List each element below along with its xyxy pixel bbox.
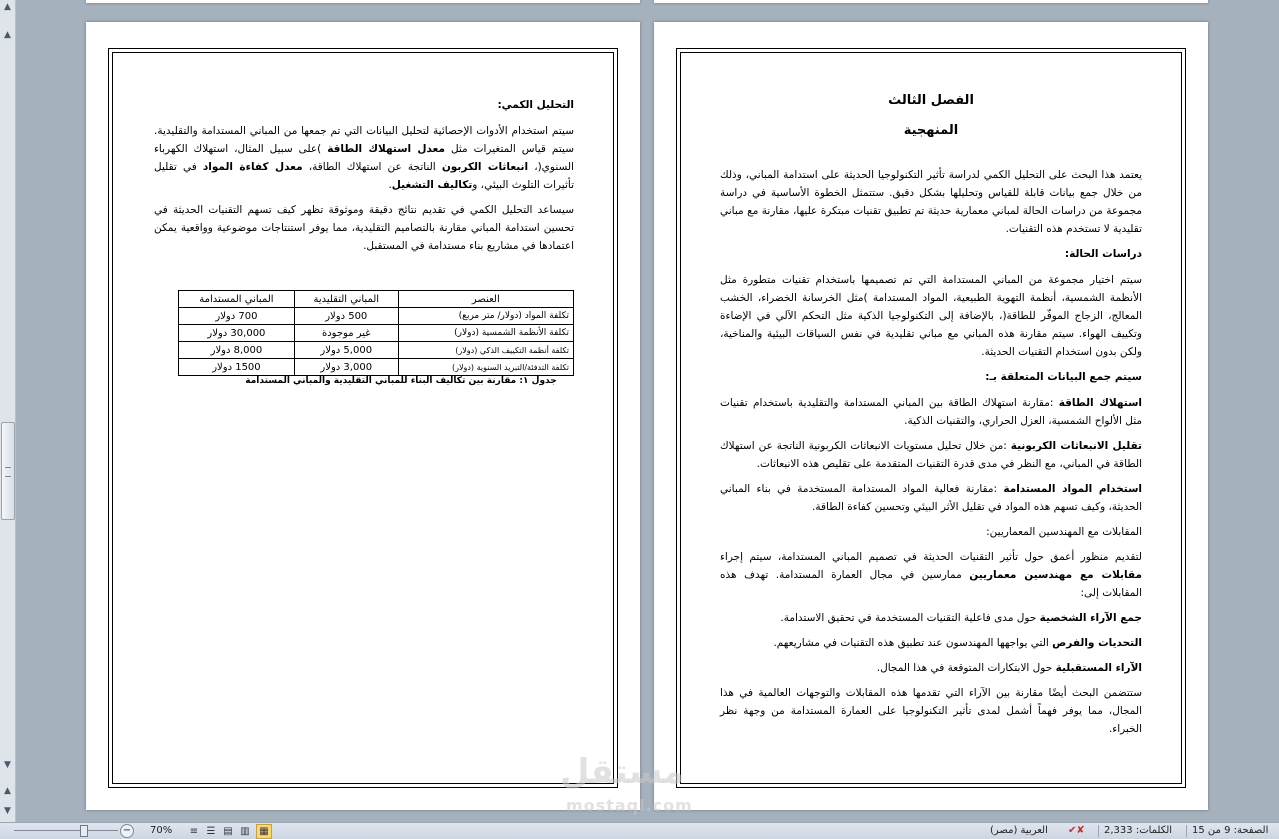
table-header: المباني المستدامة (179, 291, 295, 308)
draft-view-icon[interactable]: ≡ (189, 826, 199, 837)
table-header-row (179, 291, 574, 308)
section-heading: سيتم جمع البيانات المتعلقة بـ: (985, 371, 1142, 383)
watermark-logo: مستقل (560, 752, 685, 792)
table-row (179, 325, 574, 342)
table-cell: 3,000 دولار (294, 359, 398, 376)
section-heading: دراسات الحالة: (1064, 248, 1142, 260)
paragraph: لتقديم منظور أعمق حول تأثير التقنيات الحديثة في تصميم المباني المستدامة، سيتم إجراء مقابلات مع مهندسين معماريين ممارسين في مجال العمارة المستدامة. تهدف هذه المقابلات إلى: (720, 551, 1142, 599)
table-caption: جدول ١: مقارنة بين تكاليف البناء للمباني التقليدية والمباني المستدامة (245, 376, 557, 386)
table-cell: تكلفة التدفئة/التبريد السنوية (دولار) (398, 359, 573, 376)
list-item: جمع الآراء الشخصية حول مدى فاعلية التقنيات المستخدمة في تحقيق الاستدامة. (780, 612, 1142, 624)
document-page-right[interactable] (654, 22, 1208, 810)
status-bar (0, 822, 1279, 839)
previous-page-bottom (654, 0, 1208, 3)
outline-view-icon[interactable]: ☰ (206, 826, 216, 837)
previous-page-icon[interactable]: ▲ (4, 786, 11, 796)
section-heading: المقابلات مع المهندسين المعماريين: (986, 526, 1142, 538)
table-cell: 8,000 دولار (179, 342, 295, 359)
table-cell: 700 دولار (179, 308, 295, 325)
vertical-scrollbar[interactable] (0, 0, 16, 822)
previous-page-bottom (86, 0, 640, 3)
page-title: المنهجية (903, 123, 959, 138)
word-count[interactable]: الكلمات: 2,333 (1104, 825, 1173, 836)
full-screen-reading-icon[interactable]: ▥ (240, 826, 250, 837)
document-page-left[interactable] (86, 22, 640, 810)
proofing-status-icon[interactable]: ✔✘ (1068, 825, 1085, 836)
table-row (179, 308, 574, 325)
paragraph: سيتم استخدام الأدوات الإحصائية لتحليل البيانات التي تم جمعها من المباني المستدامة والتقليدية. سيتم قياس المتغيرات مثل معدل استهلاك الطاقة )على سبيل المثال، استهلاك الكهرباء السنوي(، انبعاثات الكربون الناتجة عن استهلاك الطاقة، معدل كفاءة المواد في تقليل تأثيرات التلوث البيئي، وتكاليف التشغيل. (154, 125, 574, 191)
table-cell: تكلفة المواد (دولار/ متر مربع) (398, 308, 573, 325)
zoom-slider-track[interactable] (14, 830, 118, 831)
table-cell: 30,000 دولار (179, 325, 295, 342)
table-row (179, 359, 574, 376)
next-page-icon[interactable]: ▼ (4, 806, 11, 816)
scroll-down-arrow-icon[interactable]: ▼ (4, 760, 11, 770)
table-cell: غير موجودة (294, 325, 398, 342)
list-item: الآراء المستقبلية حول الابتكارات المتوقعة في هذا المجال. (876, 662, 1142, 674)
paragraph: ستتضمن البحث أيضًا مقارنة بين الآراء التي تقدمها هذه المقابلات والتوجهات العالمية في هذا المجال، مما يوفر فهماً أشمل لمدى تأثير التكنولوجيا على العمارة المستدامة من وجهة نظر الخبراء. (720, 687, 1142, 735)
table-header: المباني التقليدية (294, 291, 398, 308)
paragraph: يعتمد هذا البحث على التحليل الكمي لدراسة تأثير التكنولوجيا الحديثة على استدامة المباني، وذلك من خلال جمع بيانات قابلة للقياس وتحليلها بشكل دقيق. ستتمثل الخطوة الأساسية في دراسة مجموعة من دراسات الحالة لمباني معمارية حديثة تم تطبيق تقنيات مبتكرة عليها، مقارنة مع مباني تقليدية لا تستخدم هذه التقنيات. (720, 169, 1142, 235)
table-row (179, 342, 574, 359)
list-item: استخدام المواد المستدامة :مقارنة فعالية المواد المستدامة المستخدمة في بناء المباني الحديثة، وكيف تسهم هذه المواد في تقليل الأثر البيئي وتحسين كفاءة الطاقة. (720, 483, 1143, 513)
list-item: تقليل الانبعاثات الكربونية :من خلال تحليل مستويات الانبعاثات الكربونية الناتجة عن استهلاك الطاقة في المباني، مع النظر في مدى قدرة التقنيات المتقدمة على تقليص هذه الانبعاثات. (720, 440, 1142, 470)
scroll-up-arrow-icon[interactable]: ▲ (4, 2, 11, 12)
list-item: استهلاك الطاقة :مقارنة استهلاك الطاقة بين المباني المستدامة والتقليدية باستخدام تقنيات مثل الألواح الشمسية، العزل الحراري، والتقنيات الذكية. (720, 397, 1142, 427)
watermark-url: mostaql.com (566, 796, 693, 815)
grip-icon (5, 467, 11, 477)
table-cell: تكلفة الأنظمة الشمسية (دولار) (398, 325, 573, 342)
scroll-up-arrow-icon[interactable]: ▲ (4, 30, 11, 40)
print-layout-icon[interactable]: ▦ (256, 824, 272, 839)
table-cell: 1500 دولار (179, 359, 295, 376)
page-number[interactable]: الصفحة: 9 من 15 (1192, 825, 1269, 836)
table-cell: 5,000 دولار (294, 342, 398, 359)
zoom-level[interactable]: 70% (150, 825, 173, 836)
section-heading: التحليل الكمي: (497, 99, 574, 111)
resize-grip-icon (2, 824, 6, 836)
separator (1186, 825, 1187, 837)
scrollbar-thumb[interactable] (1, 422, 15, 520)
paragraph: سيتم اختيار مجموعة من المباني المستدامة التي تم تصميمها باستخدام تقنيات متطورة مثل الأنظمة الشمسية، أنظمة التهوية الطبيعية، المواد المستدامة )مثل الخرسانة الخضراء، الخشب المعالج، الزجاج الموفّر للطاقة(، بالإضافة إلى التكنولوجيا الذكية مثل التحكم الآلي في الإضاءة وتكييف الهواء. سيتم مقارنة هذه المباني مع مباني تقليدية في نفس السياقات البيئية والمناخية، ولكن بدون استخدام التقنيات الحديثة. (720, 274, 1142, 358)
chapter-title: الفصل الثالث (888, 93, 974, 108)
zoom-slider-thumb[interactable] (80, 825, 88, 837)
page-body-text[interactable] (154, 96, 574, 262)
table-cell: تكلفة أنظمة التكييف الذكي (دولار) (398, 342, 573, 359)
cost-comparison-table[interactable] (178, 290, 574, 376)
table-cell: 500 دولار (294, 308, 398, 325)
table-header: العنصر (398, 291, 573, 308)
web-layout-icon[interactable]: ▤ (223, 826, 233, 837)
page-body-text[interactable] (720, 86, 1142, 745)
zoom-out-button[interactable]: − (120, 824, 134, 838)
list-item: التحديات والفرص التي يواجهها المهندسون عند تطبيق هذه التقنيات في مشاريعهم. (773, 637, 1142, 649)
language-indicator[interactable]: العربية (مصر) (990, 825, 1048, 836)
paragraph: سيساعد التحليل الكمي في تقديم نتائج دقيقة وموثوقة تظهر كيف تسهم التقنيات الحديثة في تحسين استدامة المباني مقارنة بالتصاميم التقليدية، مما يوفر استنتاجات موضوعية وواقعية يمكن اعتمادها في مشاريع بناء مستدامة في المستقبل. (154, 204, 574, 252)
separator (1098, 825, 1099, 837)
